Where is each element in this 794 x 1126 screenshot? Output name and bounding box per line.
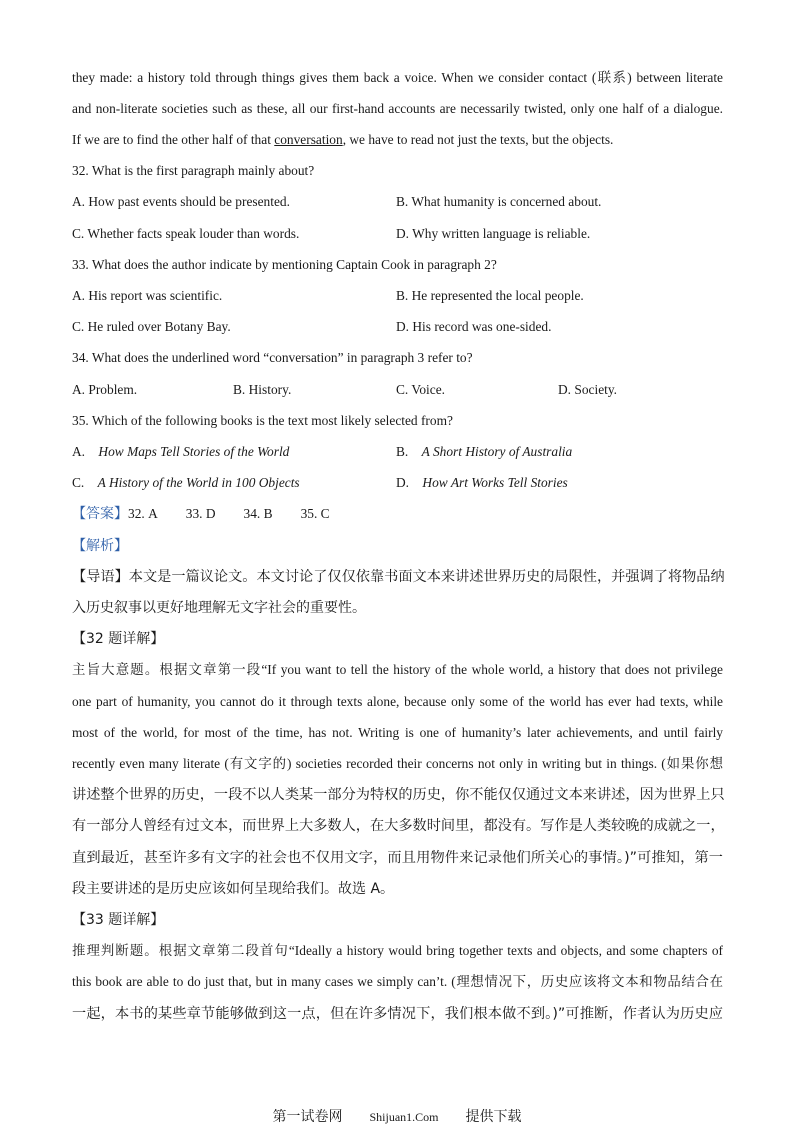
option: B. A Short History of Australia (396, 444, 573, 459)
option: A. How past events should be presented. (72, 194, 290, 209)
passage-text: , we have to read not just the texts, but the objects. (342, 132, 614, 147)
option: C. Voice. (396, 382, 445, 397)
passage-line: and non-literate societies such as these, all our first-hand accounts are necessarily twisted, only one half of a dialogue. (72, 101, 723, 116)
footer-site: 第一试卷网 (272, 1109, 343, 1125)
detail-line: 主旨大意题。根据文章第一段“If you want to tell the history of the whole world, a history that does not privilege (72, 662, 723, 677)
page-footer (0, 1106, 794, 1126)
question-stem: 35. Which of the following books is the text most likely selected from? (72, 413, 453, 428)
detail-line: one part of humanity, you cannot do it through texts alone, because only some of the world has ever had texts, while (72, 694, 723, 709)
passage-line: they made: a history told through things gives them back a voice. When we consider contact (联系) between literate (72, 70, 723, 85)
detail-line: most of the world, for most of the time, has not. Writing is one of humanity’s later achievements, and until fairly (72, 725, 723, 740)
guide-line: 入历史叙事以更好地理解无文字社会的重要性。 (72, 600, 366, 616)
option: C. Whether facts speak louder than words. (72, 226, 300, 241)
detail-line: 讲述整个世界的历史，一段不以人类某一部分为特权的历史，你不能仅仅通过文本来讲述，因为世界上只 (72, 787, 725, 803)
option: C. He ruled over Botany Bay. (72, 319, 231, 334)
underlined-word: conversation (274, 132, 343, 147)
analysis-label: 【解析】 (72, 538, 128, 554)
question-stem: 33. What does the author indicate by mentioning Captain Cook in paragraph 2? (72, 257, 497, 272)
detail-line: 推理判断题。根据文章第二段首句“Ideally a history would bring together texts and objects, and some chapters of (72, 943, 723, 958)
question-stem: 32. What is the first paragraph mainly about? (72, 163, 315, 178)
option: A. His report was scientific. (72, 288, 223, 303)
guide-line: 【导语】本文是一篇议论文。本文讨论了仅仅依靠书面文本来讲述世界历史的局限性，并强调了将物品纳 (72, 569, 725, 585)
option: A. Problem. (72, 382, 138, 397)
option: B. What humanity is concerned about. (396, 194, 602, 209)
passage-line (72, 131, 613, 149)
detail-line: this book are able to do just that, but in many cases we simply can’t. (理想情况下，历史应该将文本和物品结合在 (72, 974, 723, 989)
option: B. History. (233, 382, 292, 397)
answer-line: 【答案】32. A 33. D 34. B 35. C (72, 506, 330, 522)
footer-note: 提供下载 (465, 1109, 522, 1125)
option: A. How Maps Tell Stories of the World (72, 444, 290, 459)
option: D. Why written language is reliable. (396, 226, 591, 241)
detail-label: 【33 题详解】 (72, 912, 165, 928)
answer-label: 【答案】 (72, 506, 128, 522)
detail-label: 【32 题详解】 (72, 631, 165, 647)
option: D. Society. (558, 382, 618, 397)
footer-domain: Shijuan1.Com (369, 1110, 439, 1124)
detail-line: recently even many literate (有文字的) societies recorded their concerns not only in writing but in things. (如果你想 (72, 756, 723, 771)
detail-line: 段主要讲述的是历史应该如何呈现给我们。故选 A。 (72, 881, 395, 897)
option: B. He represented the local people. (396, 288, 584, 303)
detail-line: 有一部分人曾经有过文本，而世界上大多数人，在大多数时间里，都没有。写作是人类较晚的成就之一， (72, 818, 725, 834)
question-stem: 34. What does the underlined word “conversation” in paragraph 3 refer to? (72, 350, 473, 365)
option: D. His record was one-sided. (396, 319, 552, 334)
option: C. A History of the World in 100 Objects (72, 475, 300, 490)
passage-text: If we are to find the other half of that (72, 132, 275, 147)
option: D. How Art Works Tell Stories (396, 475, 568, 490)
detail-line: 一起，本书的某些章节能够做到这一点，但在许多情况下，我们根本做不到。)”可推断，作者认为历史应 (72, 1006, 723, 1022)
detail-line: 直到最近，甚至许多有文字的社会也不仅用文字，而且用物件来记录他们所关心的事情。)”可推知，第一 (72, 850, 723, 866)
